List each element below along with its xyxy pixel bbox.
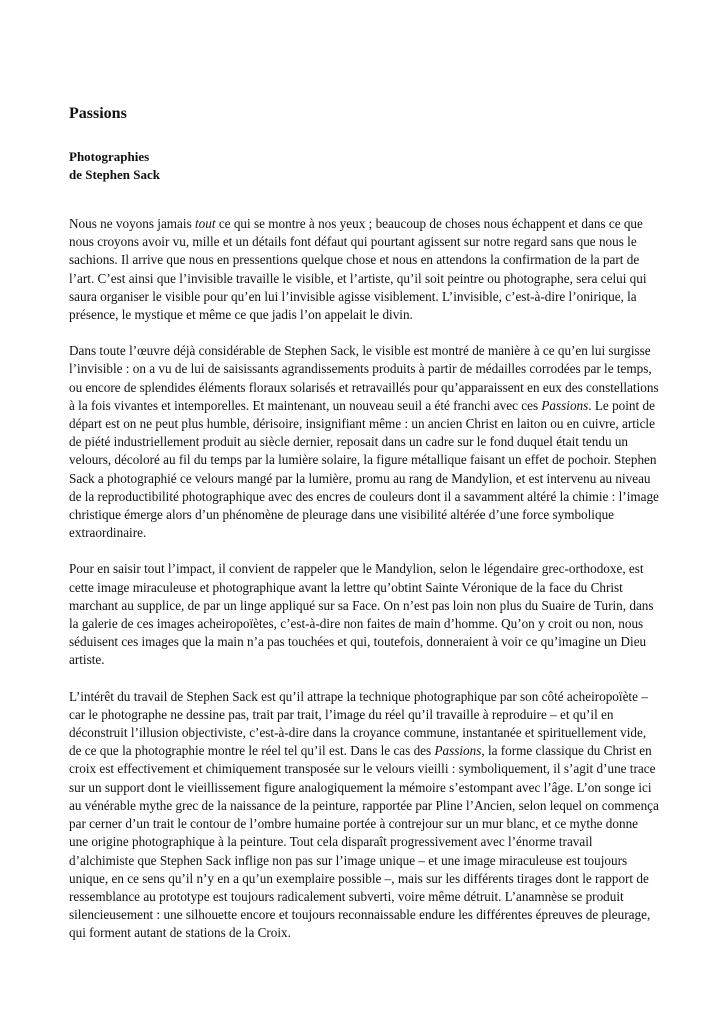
document-subtitle bbox=[69, 148, 659, 184]
document-title: Passions bbox=[69, 105, 127, 122]
paragraph-text: Pour en saisir tout l’impact, il convient de rappeler que le Mandylion, selon le légendaire grec-orthodoxe, est cette image miraculeuse et photographique avant la lettre qu’obtint Sainte Véronique de la face du Christ marchant au supplice, de par un linge appliqué sur sa Face. On n’est pas loin non plus du Suaire de Turin, dans la galerie de ces images acheiropoïètes, c’est-à-dire non faites de main d’homme. Qu’on y croit ou non, nous séduisent ces images que la main n’a pas touchées et qui, toutefois, donneraient à voir ce qu’imagine un Dieu artiste. bbox=[69, 561, 654, 668]
paragraph-text: . Le point de départ est on ne peut plus humble, dérisoire, insignifiant même : un ancien Christ en laiton ou en cuivre, article de piété industriellement produit au siècle dernier, reposait dans un cadre sur le fond duquel était tendu un velours, décoloré au fil du temps par la lumière solaire, la figure métallique faisant un effet de pochoir. Stephen Sack a photographié ce velours mangé par la lumière, promu au rang de Mandylion, et est intervenu au niveau de la reproductibilité photographique avec des encres de couleurs dont il a savamment altéré la chimie : l’image christique émerge alors d’un phénomène de pleurage dans une visibilité altérée d’une force symbolique extraordinaire. bbox=[69, 397, 659, 541]
paragraph-emphasis: tout bbox=[195, 216, 216, 231]
paragraph-text: L’intérêt du travail de Stephen Sack est qu’il attrape la technique photographique par son côté acheiropoïète – car le photographe ne dessine pas, trait par trait, l’image du réel qu’il travaille à reproduire – et qu’il en déconstruit l’illusion objectiviste, c’est-à-dire dans la croyance commune, instantanée et spirituellement vide, de ce que la photographie montre le réel tel qu’il est. Dans le cas des bbox=[69, 688, 648, 759]
paragraph bbox=[69, 560, 659, 669]
paragraph-text: , la forme classique du Christ en croix est effectivement et chimiquement transposée sur le velours vieilli : symboliquement, il s’agit d’une trace sur un support dont le vieillissement figure analogiquement la mémoire s’estompant avec l’âge. L’on songe ici au vénérable mythe grec de la naissance de la peinture, rapportée par Pline l’Ancien, selon lequel on commença par cerner d’un trait le contour de l’ombre humaine portée à contrejour sur un mur blanc, et ce mythe donne une origine photographique à la peinture. Tout cela disparaît progressivement avec l’énorme travail d’alchimiste que Stephen Sack inflige non pas sur l’image unique – et une image miraculeuse est toujours unique, en ce sens qu’il n’y en a qu’un exemplaire possible –, mais sur les différents tirages dont le rapport de ressemblance au prototype est toujours radicalement subverti, voire même détruit. L’anamnèse se produit silencieusement : une silhouette encore et toujours reconnaissable endure les différentes épreuves de pleurage, qui forment autant de stations de la Croix. bbox=[69, 743, 659, 941]
paragraph-emphasis: Passions bbox=[434, 743, 482, 759]
document-page bbox=[69, 104, 659, 961]
paragraph-emphasis: Passions bbox=[541, 397, 589, 413]
subtitle-line-2: de Stephen Sack bbox=[69, 167, 161, 182]
paragraph-text: ce qui se montre à nos yeux ; beaucoup de choses nous échappent et dans ce que nous croyons avoir vu, mille et un détails font défaut qui pourtant agissent sur notre regard sans que nous le sachions. Il arrive que nous en pressentions quelque chose et nous en attendons la confirmation de la part de l’art. C’est ainsi que l’invisible travaille le visible, et l’artiste, qu’il soit peintre ou photographe, sera celui qui saura organiser le visible pour qu’en lui l’invisible agisse visiblement. L’invisible, c’est-à-dire l’onirique, la présence, le mystique et même ce que jadis l’on appelait le divin. bbox=[69, 216, 647, 323]
subtitle-line-1: Photographies bbox=[69, 149, 150, 164]
paragraph bbox=[69, 342, 659, 542]
paragraph bbox=[69, 215, 659, 324]
paragraph-text: Nous ne voyons jamais bbox=[69, 216, 196, 231]
paragraph-text: Dans toute l’œuvre déjà considérable de Stephen Sack, le visible est montré de manière à ce qu’en lui surgisse l’invisible : on a vu de lui de saisissants agrandissements produits à partir de médailles corrodées par le temps, ou encore de splendides éléments floraux solarisés et retravaillés pour qu’apparaissent en eux des constellations à la fois vivantes et intemporelles. Et maintenant, un nouveau seuil a été franchi avec ces bbox=[69, 343, 659, 413]
paragraph bbox=[69, 688, 659, 943]
